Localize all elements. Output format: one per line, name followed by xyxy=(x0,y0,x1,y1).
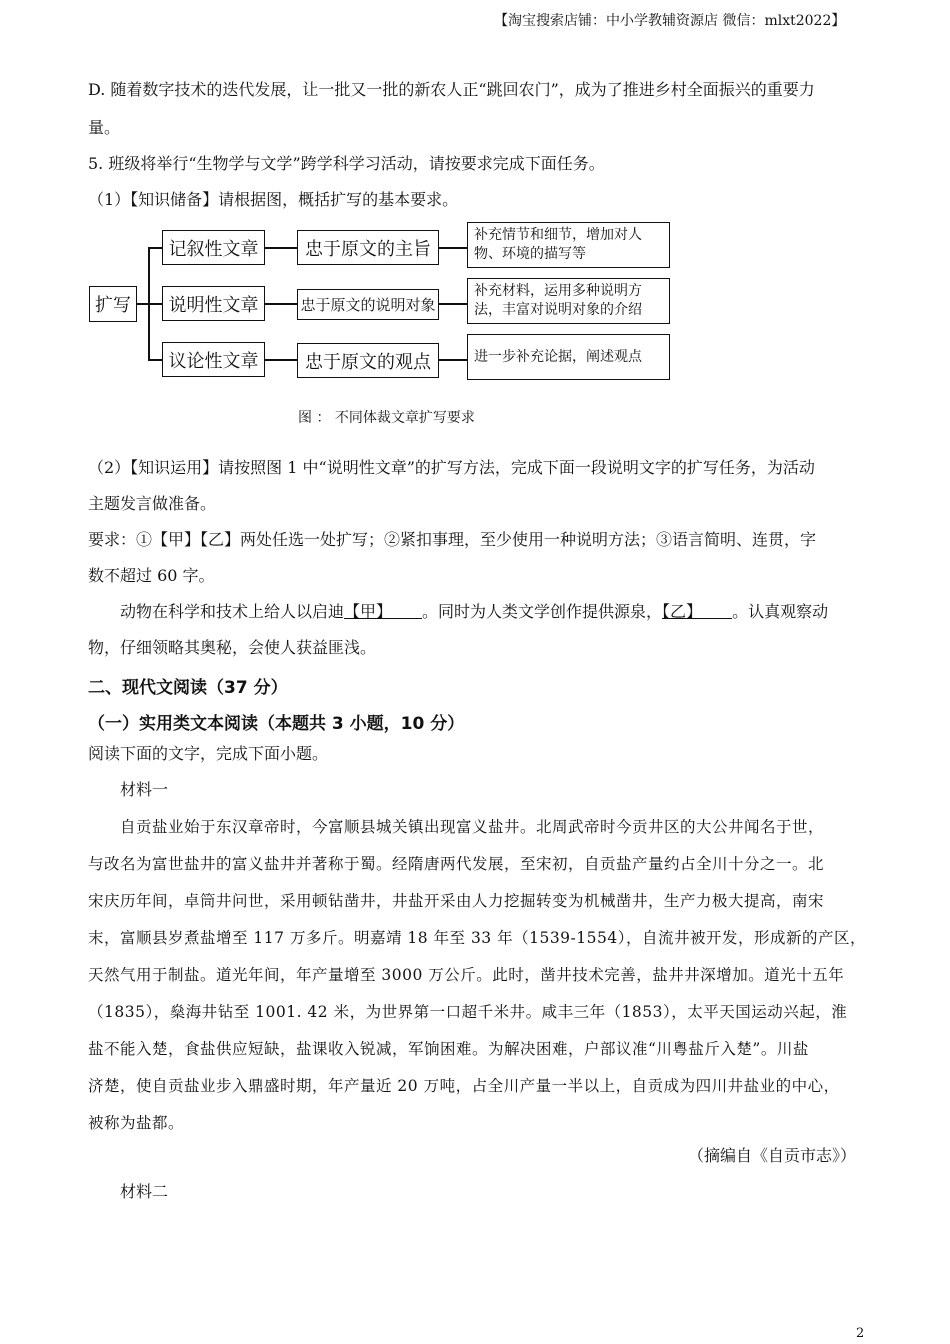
diagram-caption: 图 ： 不同体裁文章扩写要求 xyxy=(298,410,475,426)
page-number: 2 xyxy=(856,1326,865,1341)
blank-yi[interactable] xyxy=(702,604,732,619)
diagram-root: 扩写 xyxy=(89,286,137,322)
section-2-sub1-title: （一）实用类文本阅读（本题共 3 小题，10 分） xyxy=(88,714,465,734)
material-1-label: 材料一 xyxy=(120,780,169,799)
question-5-sub1: （1）【知识储备】请根据图，概括扩写的基本要求。 xyxy=(88,190,459,209)
diagram-method-narrative: 补充情节和细节，增加对人 物、环境的描写等 xyxy=(467,222,670,268)
diagram-method-argumentative: 进一步补充论据，阐述观点 xyxy=(467,334,670,380)
diagram-principle-argumentative: 忠于原文的观点 xyxy=(297,343,439,378)
section-2-title: 二、现代文阅读（37 分） xyxy=(88,678,288,698)
blank-jia[interactable] xyxy=(392,604,422,619)
diagram-principle-narrative: 忠于原文的主旨 xyxy=(297,230,439,265)
diagram-principle-expository: 忠于原文的说明对象 xyxy=(297,289,439,320)
expansion-paragraph-line2: 物，仔细领略其奥秘，会使人获益匪浅。 xyxy=(88,638,377,657)
diagram-genre-narrative: 记叙性文章 xyxy=(162,230,265,265)
material-1-line: 末，富顺县岁煮盐增至 117 万多斤。明嘉靖 18 年至 33 年（1539-1554），自流井被开发，形成新的产区， xyxy=(88,929,866,947)
material-1-line: 天然气用于制盐。道光年间，年产量增至 3000 万公斤。此时，凿井技术完善，盐井井深增加。道光十五年 xyxy=(88,966,845,984)
requirements-line1: 要求：①【甲】【乙】两处任选一处扩写；②紧扣事理，至少使用一种说明方法；③语言简明、连贯，字 xyxy=(88,530,817,549)
material-1-line: 自贡盐业始于东汉章帝时，今富顺县城关镇出现富义盐井。北周武帝时今贡井区的大公井闻名于世， xyxy=(120,818,825,836)
reading-intro: 阅读下面的文字，完成下面小题。 xyxy=(88,744,329,763)
material-1-line: 被称为盐都。 xyxy=(88,1114,185,1132)
material-1-line: 宋庆历年间，卓筒井问世，采用顿钻凿井，井盐开采由人力挖掘转变为机械凿井，生产力极大提高，南宋 xyxy=(88,892,825,910)
blank-yi-marker: 【乙】 xyxy=(662,602,703,621)
question-5-stem: 5. 班级将举行“生物学与文学”跨学科学习活动，请按要求完成下面任务。 xyxy=(88,154,605,173)
material-2-label: 材料二 xyxy=(120,1182,169,1201)
diagram-genre-expository: 说明性文章 xyxy=(162,286,265,321)
blank-jia-marker: 【甲】 xyxy=(344,602,393,621)
header-shop-info: 【淘宝搜索店铺：中小学教辅资源店 微信：mlxt2022】 xyxy=(494,13,846,29)
question-5-sub2-line1: （2）【知识运用】请按照图 1 中“说明性文章”的扩写方法，完成下面一段说明文字的扩写任务，为活动 xyxy=(88,458,815,477)
material-1-line: （1835），燊海井钻至 1001. 42 米，为世界第一口超千米井。咸丰三年（1853），太平天国运动兴起，淮 xyxy=(88,1003,848,1021)
question-5-sub2-line2: 主题发言做准备。 xyxy=(88,494,217,513)
option-d-line2: 量。 xyxy=(88,118,121,137)
material-1-line: 济楚，使自贡盐业步入鼎盛时期，年产量近 20 万吨，占全川产量一半以上，自贡成为四川井盐业的中心， xyxy=(88,1077,840,1095)
material-1-line: 盐不能入楚，食盐供应短缺，盐课收入锐减，军饷困难。为解决困难，户部议准“川粤盐斤入楚”。川盐 xyxy=(88,1040,809,1058)
requirements-line2: 数不超过 60 字。 xyxy=(88,566,215,585)
diagram-method-expository: 补充材料，运用多种说明方 法，丰富对说明对象的介绍 xyxy=(467,278,670,324)
diagram-genre-argumentative: 议论性文章 xyxy=(162,342,265,377)
expansion-paragraph-line1: 动物在科学和技术上给人以启迪【甲】 。同时为人类文学创作提供源泉，【乙】 。认真观察动 xyxy=(120,602,829,621)
material-1-source: （摘编自《自贡市志》） xyxy=(688,1146,857,1165)
option-d-line1: D. 随着数字技术的迭代发展，让一批又一批的新农人正“跳回农门”，成为了推进乡村全面振兴的重要力 xyxy=(88,80,815,99)
material-1-line: 与改名为富世盐井的富义盐井并著称于蜀。经隋唐两代发展，至宋初，自贡盐产量约占全川十分之一。北 xyxy=(88,855,825,873)
